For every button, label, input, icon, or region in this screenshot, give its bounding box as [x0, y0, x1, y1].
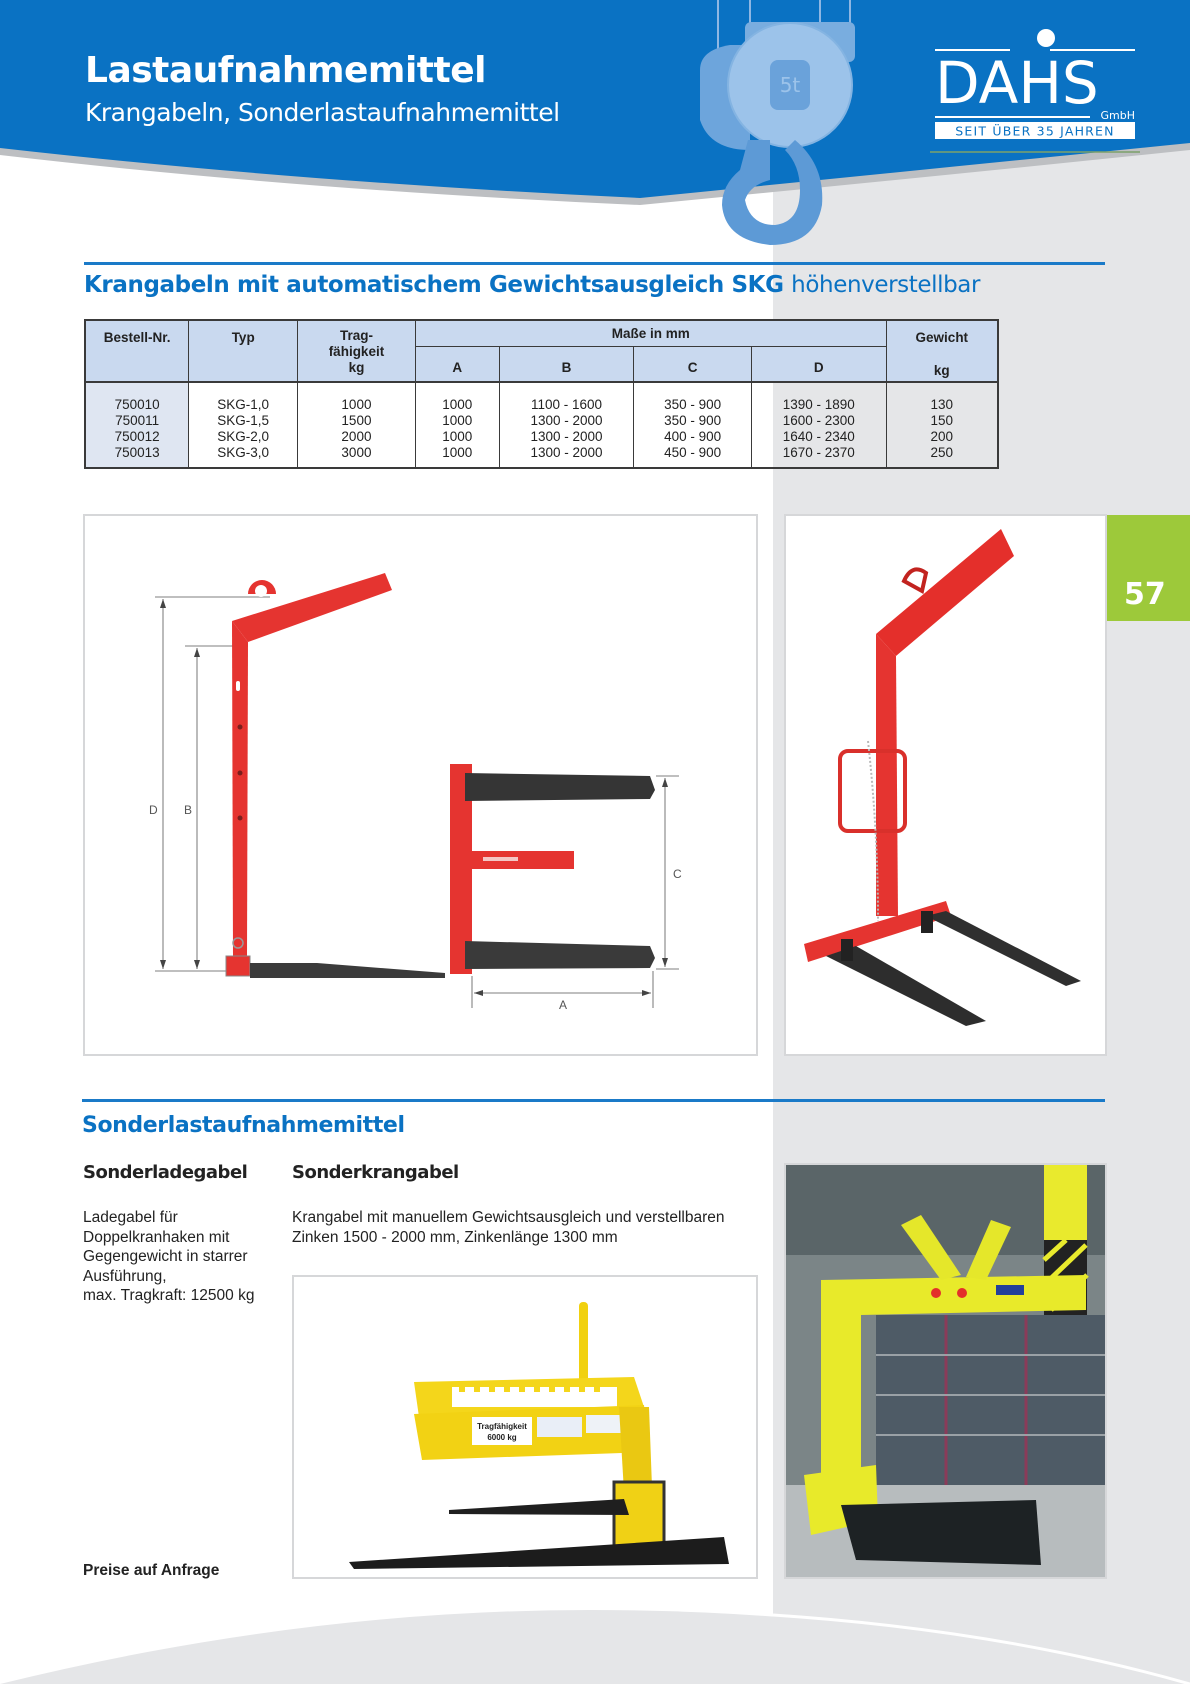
yellow-crane-fork-image: [294, 1277, 756, 1577]
page-subtitle: Krangabeln, Sonderlastaufnahmemittel: [85, 98, 560, 127]
col-header-gewicht: Gewicht kg: [886, 320, 998, 382]
sonderkrangabel-title: Sonderkrangabel: [292, 1162, 459, 1183]
cell-trag: 1000 1500 2000 3000: [298, 382, 416, 468]
cell-b: 1100 - 1600 1300 - 2000 1300 - 2000 1300 - 2000: [499, 382, 634, 468]
dim-label-a: A: [559, 998, 568, 1012]
section-divider-2: [82, 1099, 1105, 1102]
red-crane-fork-image: [786, 516, 1105, 1054]
cell-bestell: 750010 750011 750012 750013: [85, 382, 189, 468]
col-header-tragfaehigkeit: Trag- fähigkeit kg: [298, 320, 416, 382]
section-divider: [84, 262, 1105, 265]
section-title-bold: Krangabeln mit automatischem Gewichtsausgleich SKG: [84, 272, 784, 298]
logo-tagline: SEIT ÜBER 35 JAHREN: [955, 123, 1115, 139]
sonderkrangabel-photo: [292, 1275, 758, 1579]
side-view: [149, 573, 445, 978]
col-header-masse: Maße in mm: [415, 320, 886, 346]
page-title: Lastaufnahmemittel: [85, 50, 486, 91]
dim-label-b: B: [184, 803, 193, 817]
section-title-sonder: Sonderlastaufnahmemittel: [82, 1113, 405, 1138]
crane-hook-illustration: [690, 0, 885, 245]
svg-text:DAHS: DAHS: [935, 49, 1099, 117]
dim-label-c: C: [673, 867, 682, 881]
capacity-label-line1: Tragfähigkeit: [477, 1422, 527, 1431]
dahs-logo-mark: [930, 20, 1140, 160]
sonderladegabel-photo: [784, 1163, 1107, 1579]
price-note: Preise auf Anfrage: [83, 1562, 220, 1579]
cell-c: 350 - 900 350 - 900 400 - 900 450 - 900: [634, 382, 752, 468]
cell-typ: SKG-1,0 SKG-1,5 SKG-2,0 SKG-3,0: [189, 382, 298, 468]
sonderladegabel-description: Ladegabel für Doppelkranhaken mit Gegengewicht in starrer Ausführung, max. Tragkraft: 12500 kg: [83, 1209, 255, 1304]
sonderkrangabel-description: Krangabel mit manuellem Gewichtsausgleich und verstellbaren Zinken 1500 - 2000 mm, Zinkenlänge 1300 mm: [292, 1209, 725, 1246]
col-header-a: A: [415, 346, 499, 382]
section-title-light: höhenverstellbar: [791, 272, 981, 298]
hook-badge-text: 5t: [779, 73, 801, 97]
col-header-c: C: [634, 346, 752, 382]
dimension-drawing: [85, 516, 756, 1054]
col-header-b: B: [499, 346, 634, 382]
sonderladegabel-title: Sonderladegabel: [83, 1162, 248, 1183]
dim-label-d: D: [149, 803, 158, 817]
col-header-bestell: Bestell-Nr.: [85, 320, 189, 382]
page-number: 57: [1124, 577, 1166, 612]
technical-drawing-frame: [83, 514, 758, 1056]
footer-curve: [0, 1600, 1190, 1684]
front-view: [450, 764, 682, 1012]
col-header-d: D: [751, 346, 886, 382]
logo-suffix: GmbH: [1100, 109, 1135, 122]
cell-gewicht: 130 150 200 250: [886, 382, 998, 468]
table-body-row: [85, 382, 998, 468]
cell-a: 1000 1000 1000 1000: [415, 382, 499, 468]
skg-product-photo: [784, 514, 1107, 1056]
skg-spec-table: [84, 319, 999, 469]
cell-d: 1390 - 1890 1600 - 2300 1640 - 2340 1670 - 2370: [751, 382, 886, 468]
col-header-typ: Typ: [189, 320, 298, 382]
section-title-skg: [84, 272, 980, 298]
workshop-fork-image: [786, 1165, 1105, 1577]
capacity-label-line2: 6000 kg: [487, 1433, 517, 1442]
company-logo: [930, 20, 1140, 160]
